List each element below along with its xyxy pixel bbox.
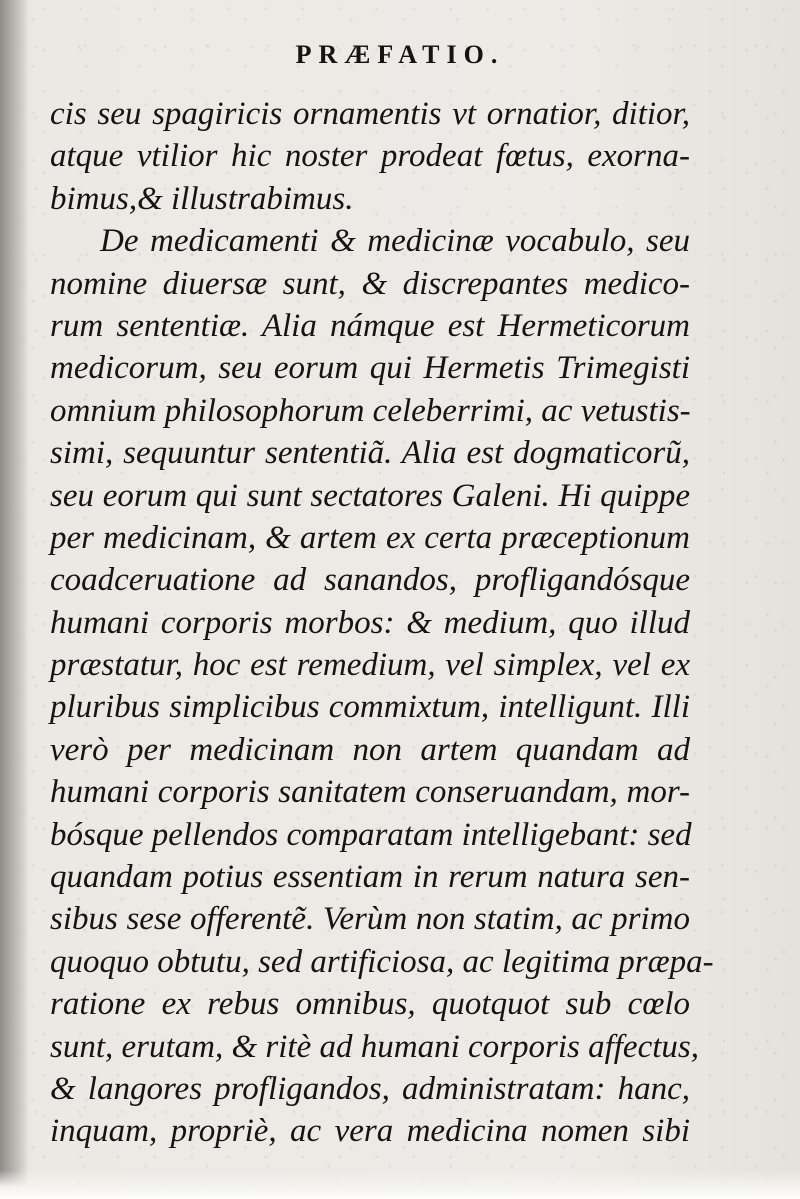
text-line: verò per medicinam non artem quandam ad [50, 731, 690, 768]
page-bottom-edge [0, 1170, 800, 1199]
text-line: præstatur, hoc est remedium, vel simplex, vel ex [50, 647, 690, 684]
text-line: bósque pellendos comparatam intelligebant: sed [50, 816, 692, 853]
text-line: atque vtilior hic noster prodeat fœtus, exorna- [50, 138, 690, 175]
text-line: inquam, propriè, ac vera medicina nomen sibi [50, 1113, 690, 1150]
text-line: sunt, erutam, & ritè ad humani corporis affectus, [50, 1028, 699, 1065]
text-line: bimus,& illustrabimus. [50, 180, 354, 217]
page-gutter-shadow [0, 0, 28, 1199]
text-line: sibus sese offerentẽ. Verùm non statim, ac primo [50, 901, 690, 938]
text-line: ratione ex rebus omnibus, quotquot sub cœlo [50, 986, 690, 1023]
text-line: nomine diuersæ sunt, & discrepantes medico- [50, 265, 690, 302]
text-line: simi, sequuntur sententiã. Alia est dogmaticorũ, [50, 435, 690, 472]
text-line: humani corporis sanitatem conseruandam, mor- [50, 774, 690, 811]
text-line: quandam potius essentiam in rerum natura sen- [50, 859, 690, 896]
page-header: PRÆFATIO. [295, 40, 505, 69]
text-line: pluribus simplicibus commixtum, intelligunt. Illi [50, 689, 690, 726]
text-line: rum sententiæ. Alia námque est Hermeticorum [50, 307, 690, 344]
text-line: quoquo obtutu, sed artificiosa, ac legitima præpa- [50, 943, 714, 980]
text-line: coadceruatione ad sanandos, profligandósque [50, 562, 690, 599]
text-line: seu eorum qui sunt sectatores Galeni. Hi quippe [50, 477, 690, 514]
text-line: De medicamenti & medicinæ vocabulo, seu [100, 223, 690, 260]
text-line: & langores profligandos, administratam: hanc, [50, 1070, 690, 1107]
text-line: per medicinam, & artem ex certa præceptionum [50, 519, 690, 556]
text-line: cis seu spagiricis ornamentis vt ornatior, ditior, [50, 96, 690, 132]
text-line: medicorum, seu eorum qui Hermetis Trimegisti [50, 350, 690, 387]
text-line: omnium philosophorum celeberrimi, ac vetustis- [50, 392, 691, 429]
body-text [50, 93, 714, 1153]
text-line: humani corporis morbos: & medium, quo illud [50, 604, 690, 641]
